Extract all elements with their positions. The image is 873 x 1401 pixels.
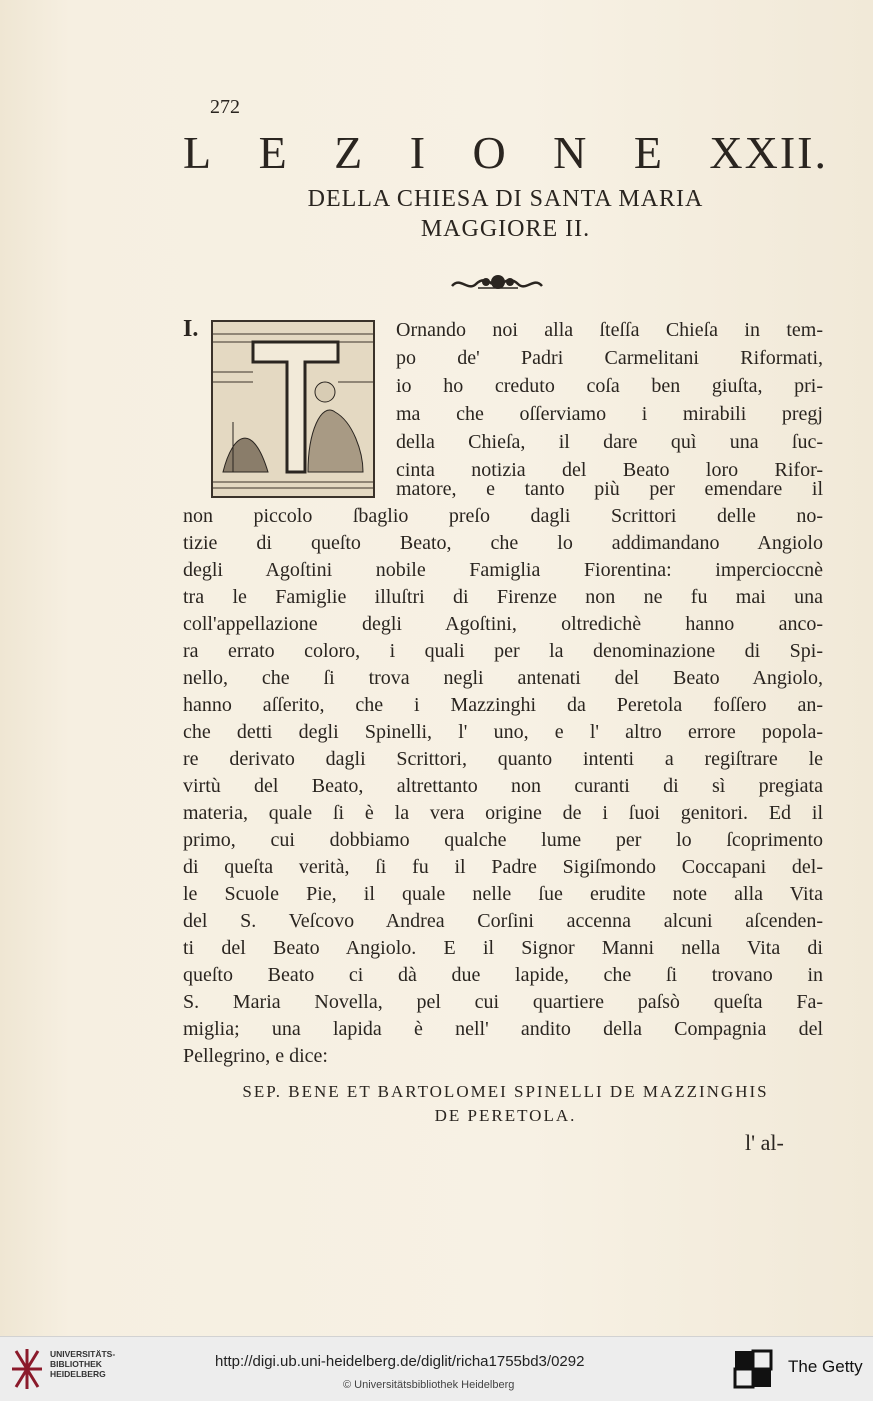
text-line: ti del Beato Angiolo. E il Signor Manni nella Vita di [183, 937, 823, 959]
title-letter: L [183, 127, 213, 178]
text-line: primo, cui dobbiamo qualche lume per lo ſcoprimento [183, 829, 823, 851]
page-url-link[interactable]: http://digi.ub.uni-heidelberg.de/diglit/richa1755bd3/0292 [215, 1353, 585, 1370]
title-letter: Z [334, 127, 364, 178]
text-line: tizie di queſto Beato, che lo addimandano Angiolo [183, 532, 823, 554]
title-letter: I [409, 127, 427, 178]
library-name: UNIVERSITÄTS- BIBLIOTHEK HEIDELBERG [50, 1349, 116, 1379]
text-line: io ho creduto coſa ben giuſta, pri- [396, 375, 823, 397]
text-line: Ornando noi alla ſteſſa Chieſa in tem- [396, 319, 823, 341]
text-line: Pellegrino, e dice: [183, 1045, 328, 1067]
text-line: tra le Famiglie illuſtri di Firenze non ne fu mai una [183, 586, 823, 608]
text-line: po de' Padri Carmelitani Riformati, [396, 347, 823, 369]
decorated-initial-t-icon [211, 320, 375, 498]
chapter-subtitle-line-1: DELLA CHIESA DI SANTA MARIA [307, 186, 704, 212]
inscription-line-1: SEP. BENE ET BARTOLOMEI SPINELLI DE MAZZINGHIS [242, 1082, 769, 1101]
text-line: le Scuole Pie, il quale nelle ſue erudite note alla Vita [183, 883, 823, 905]
viewer-footer [0, 1336, 873, 1401]
text-line: re derivato dagli Scrittori, quanto intenti a regiſtrare le [183, 748, 823, 770]
title-letter: E [258, 127, 288, 178]
ornament-icon [448, 268, 546, 298]
text-line: nello, che ſi trova negli antenati del Beato Angiolo, [183, 667, 823, 689]
text-line: del S. Veſcovo Andrea Corſini accenna alcuni aſcenden- [183, 910, 823, 932]
text-line: di queſta verità, ſi fu il Padre Sigiſmondo Coccapani del- [183, 856, 823, 878]
inscription-line-2: DE PERETOLA. [434, 1106, 577, 1125]
lesson-title [183, 127, 828, 178]
page-number: 272 [210, 96, 240, 118]
copyright-notice: © Universitätsbibliothek Heidelberg [343, 1379, 515, 1391]
text-line: coll'appellazione degli Agoſtini, oltredichè hanno anco- [183, 613, 823, 635]
text-line: cinta notizia del Beato loro Rifor- [396, 459, 823, 481]
title-letter: O [472, 127, 507, 178]
text-line: materia, quale ſi è la vera origine de i ſuoi genitori. Ed il [183, 802, 823, 824]
partner-name: The Getty [788, 1357, 863, 1376]
text-line: ra errato coloro, i quali per la denominazione di Spi- [183, 640, 823, 662]
text-line: che detti degli Spinelli, l' uno, e l' altro errore popola- [183, 721, 823, 743]
university-library-logo-icon [10, 1347, 44, 1391]
text-line: queſto Beato ci dà due lapide, che ſi trovano in [183, 964, 823, 986]
text-line: miglia; una lapida è nell' andito della Compagnia del [183, 1018, 823, 1040]
getty-logo-icon [733, 1349, 773, 1389]
text-line: virtù del Beato, altrettanto non curanti di sì pregiata [183, 775, 823, 797]
title-letter: E [633, 127, 663, 178]
paragraph-number: I. [183, 316, 199, 342]
title-letter: N [553, 127, 588, 178]
text-line: della Chieſa, il dare quì una ſuc- [396, 431, 823, 453]
text-line: matore, e tanto più per emendare il [396, 478, 823, 500]
text-line: non piccolo ſbaglio preſo dagli Scrittori delle no- [183, 505, 823, 527]
lesson-numeral: XXII. [709, 127, 828, 178]
text-line: ma che oſſerviamo i mirabili pregj [396, 403, 823, 425]
chapter-subtitle-line-2: MAGGIORE II. [420, 216, 591, 242]
catchword: l' al- [745, 1130, 784, 1155]
text-line: hanno aſſerito, che i Mazzinghi da Peretola foſſero an- [183, 694, 823, 716]
text-line: S. Maria Novella, pel cui quartiere paſsò queſta Fa- [183, 991, 823, 1013]
text-line: degli Agoſtini nobile Famiglia Fiorentina: impercioccnè [183, 559, 823, 581]
